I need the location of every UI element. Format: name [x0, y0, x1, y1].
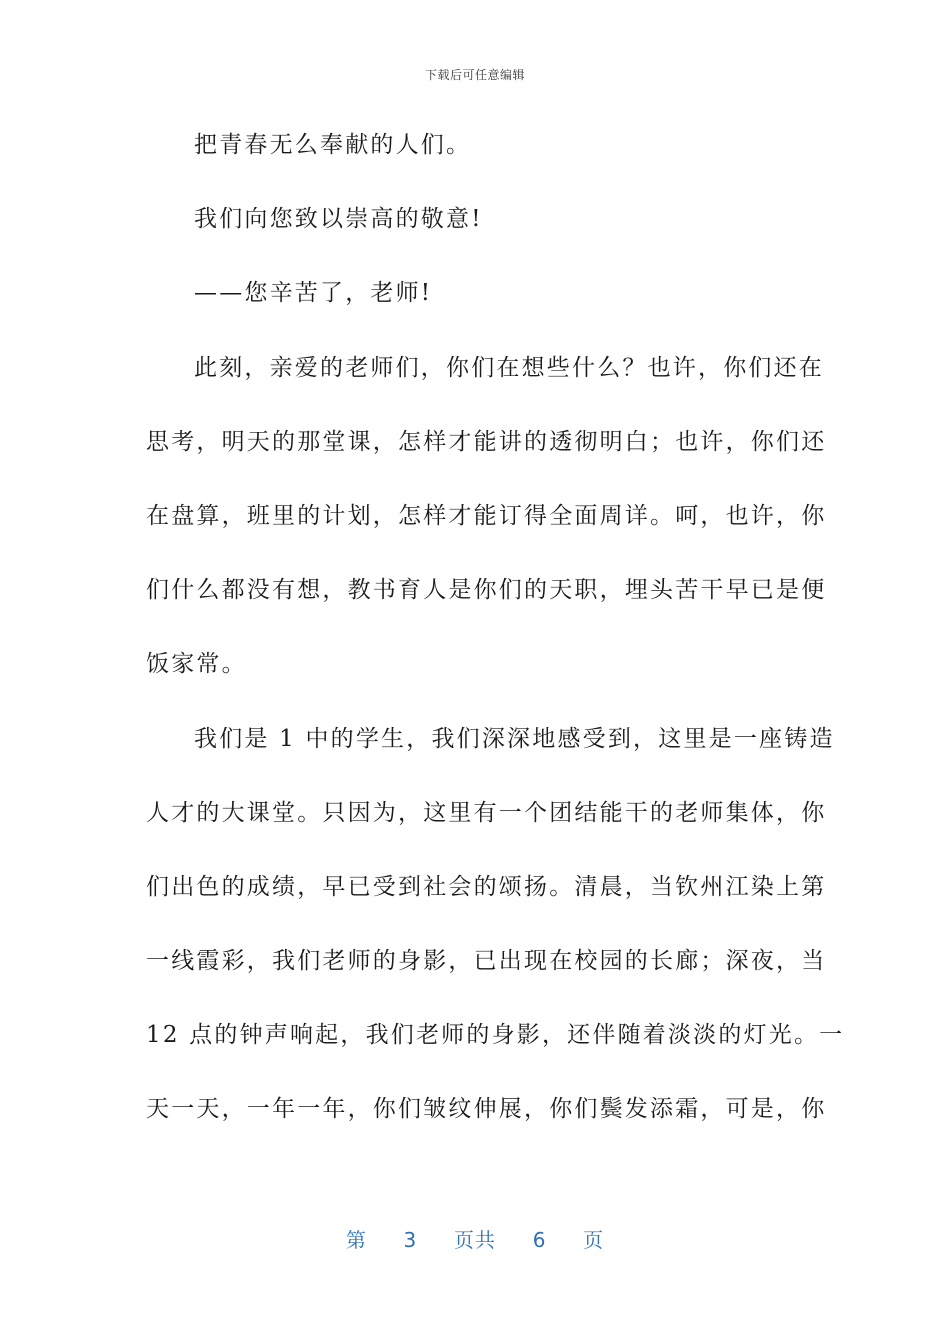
text-line: 此刻，亲爱的老师们，你们在想些什么？也许，你们还在 — [194, 354, 824, 381]
text-line: 在盘算，班里的计划，怎样才能订得全面周详。呵，也许，你 — [146, 502, 827, 529]
text-line: 我们向您致以崇高的敬意! — [194, 206, 483, 233]
current-page-number: 3 — [403, 1228, 418, 1252]
text-line: 天一天，一年一年，你们皱纹伸展，你们鬓发添霜，可是，你 — [146, 1096, 827, 1123]
page-footer — [0, 1224, 950, 1253]
footer-prefix: 第 — [345, 1228, 367, 1252]
footer-middle: 页共 — [454, 1228, 496, 1252]
text-line: 我们是 1 中的学生，我们深深地感受到，这里是一座铸造 — [194, 725, 835, 752]
document-body — [146, 124, 845, 1163]
header-note: 下载后可任意编辑 — [424, 68, 525, 82]
text-line: 人才的大课堂。只因为，这里有一个团结能干的老师集体，你 — [146, 799, 827, 826]
footer-suffix: 页 — [583, 1228, 605, 1252]
text-line: ——您辛苦了，老师! — [194, 280, 433, 307]
text-line: 思考，明天的那堂课，怎样才能讲的透彻明白；也许，你们还 — [146, 428, 827, 455]
text-line: 们出色的成绩，早已受到社会的颂扬。清晨，当钦州江染上第 — [146, 873, 827, 900]
text-line: 们什么都没有想，教书育人是你们的天职，埋头苦干早已是便 — [146, 577, 827, 604]
text-line: 一线霞彩，我们老师的身影，已出现在校园的长廊；深夜，当 — [146, 948, 827, 975]
total-pages-number: 6 — [532, 1228, 547, 1252]
text-line: 12 点的钟声响起，我们老师的身影，还伴随着淡淡的灯光。一 — [146, 1022, 845, 1049]
text-line: 把青春无么奉献的人们。 — [194, 132, 472, 158]
text-line: 饭家常。 — [146, 651, 247, 678]
